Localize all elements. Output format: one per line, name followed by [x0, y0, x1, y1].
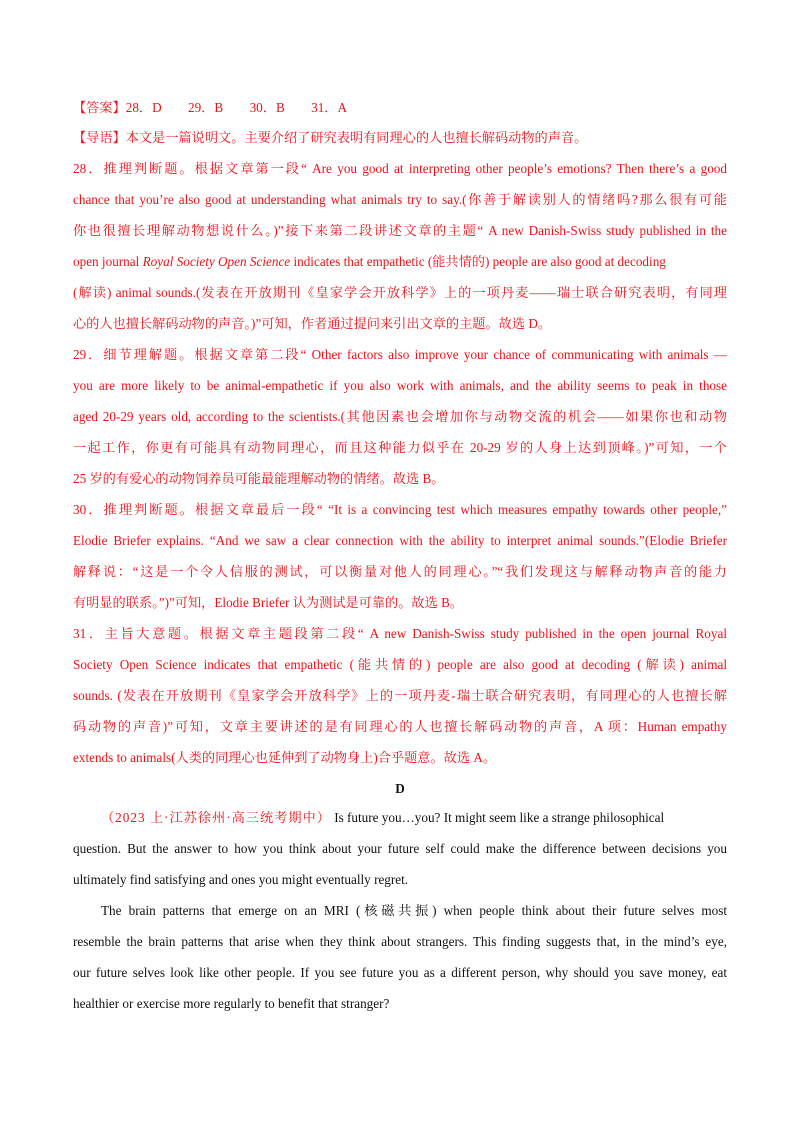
q28-explanation-line: 28．推理判断题。根据文章第一段“ Are you good at interpreting other people’s emotions? Then there’s a good: [73, 161, 727, 176]
passage-line: [101, 808, 727, 828]
section-heading: D: [395, 781, 405, 796]
q31-explanation-line: extends to animals(人类的同理心也延伸到了动物身上)合乎题意。故选 A。: [73, 750, 497, 765]
passage-line: our future selves look like other people. If you see future you as a different person, why should you save money, eat: [73, 965, 727, 980]
q29-explanation-line: 一起工作，你更有可能具有动物同理心，而且这种能力似乎在 20-29 岁的人身上达到顶峰。)”可知，一个: [73, 440, 727, 455]
guide-line: 【导语】本文是一篇说明文。主要介绍了研究表明有同理心的人也擅长解码动物的声音。: [73, 130, 588, 145]
text-span: indicates that empathetic (能共情的) people are also good at decoding: [290, 254, 666, 269]
q29-explanation-line: 25 岁的有爱心的动物饲养员可能最能理解动物的情绪。故选 B。: [73, 471, 445, 486]
text-span: Is future you…you? It might seem like a strange philosophical: [330, 810, 665, 825]
q31-explanation-line: Society Open Science indicates that empathetic (能共情的) people are also good at decoding (解读) animal: [73, 657, 727, 672]
passage-line: question. But the answer to how you think about your future self could make the difference between decisions you: [73, 841, 727, 856]
passage-source: （2023 上·江苏徐州·高三统考期中）: [101, 810, 331, 825]
q28-explanation-line: 心的人也擅长解码动物的声音。)”可知，作者通过提问来引出文章的主题。故选 D。: [73, 316, 552, 331]
passage-line: ultimately find satisfying and ones you might eventually regret.: [73, 872, 409, 887]
q30-explanation-line: 有明显的联系。”)”可知，Elodie Briefer 认为测试是可靠的。故选 B。: [73, 595, 464, 610]
journal-title: Royal Society Open Science: [142, 254, 291, 269]
answer-key-line: 【答案】28．D 29．B 30．B 31．A: [73, 100, 348, 115]
q29-explanation-line: you are more likely to be animal-empathetic if you also work with animals, and the ability seems to peak in those: [73, 378, 727, 393]
text-span: open journal: [73, 254, 143, 269]
q30-explanation-line: Elodie Briefer explains. “And we saw a clear connection with the ability to interpret animal sounds.”(Elodie Briefer: [73, 533, 727, 548]
q28-explanation-line: 你也很擅长理解动物想说什么。)”接下来第二段讲述文章的主题“ A new Danish-Swiss study published in the: [73, 223, 727, 238]
q31-explanation-line: 码动物的声音)”可知，文章主要讲述的是有同理心的人也擅长解码动物的声音，A 项：Human empathy: [73, 719, 727, 734]
q28-explanation-line: chance that you’re also good at understanding what animals try to say.(你善于解读别人的情绪吗?那么很有可能: [73, 192, 727, 207]
q30-explanation-line: 30．推理判断题。根据文章最后一段“ “It is a convincing test which measures empathy towards other people,”: [73, 502, 727, 517]
passage-line: The brain patterns that emerge on an MRI (核磁共振) when people think about their future selves most: [101, 903, 727, 918]
passage-line: healthier or exercise more regularly to benefit that stranger?: [73, 996, 390, 1011]
q30-explanation-line: 解释说：“这是一个令人信服的测试，可以衡量对他人的同理心。”“我们发现这与解释动物声音的能力: [73, 564, 727, 579]
q28-explanation-line: [73, 252, 727, 272]
q29-explanation-line: 29．细节理解题。根据文章第二段“ Other factors also improve your chance of communicating with animals —: [73, 347, 727, 362]
passage-line: resemble the brain patterns that arise when they think about strangers. This finding suggests that, in the mind’s eye,: [73, 934, 727, 949]
q31-explanation-line: sounds. (发表在开放期刊《皇家学会开放科学》上的一项丹麦-瑞士联合研究表明，有同理心的人也擅长解: [73, 688, 727, 703]
q28-explanation-line: (解读) animal sounds.(发表在开放期刊《皇家学会开放科学》上的一项丹麦——瑞士联合研究表明，有同理: [73, 285, 727, 300]
q29-explanation-line: aged 20-29 years old, according to the scientists.(其他因素也会增加你与动物交流的机会——如果你也和动物: [73, 409, 727, 424]
q31-explanation-line: 31．主旨大意题。根据文章主题段第二段“ A new Danish-Swiss study published in the open journal Royal: [73, 626, 727, 641]
